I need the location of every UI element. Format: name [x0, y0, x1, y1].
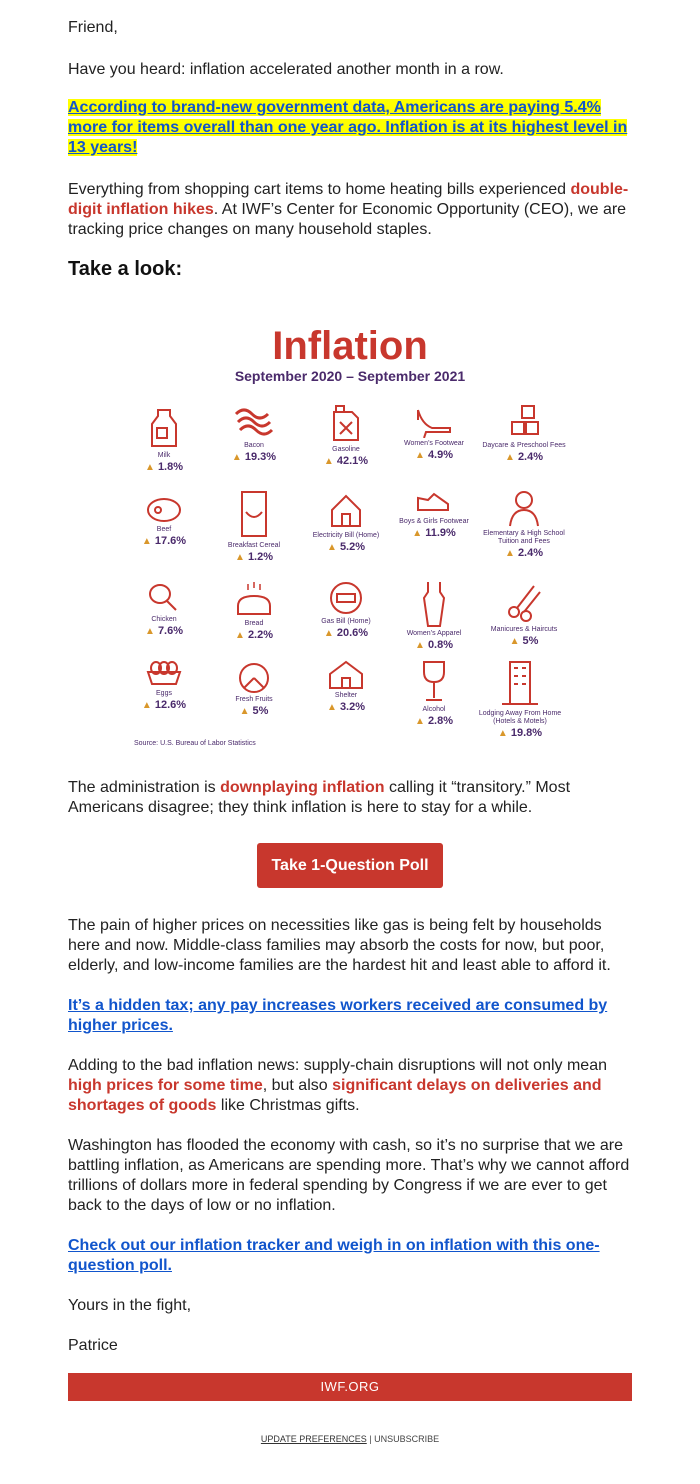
item-value: ▲ 11.9%	[412, 527, 456, 539]
paragraph-1	[68, 180, 633, 240]
item-manicures	[478, 580, 570, 647]
item-alcohol	[388, 660, 480, 727]
item-label: Manicures & Haircuts	[490, 626, 558, 633]
infographic-subtitle: September 2020 – September 2021	[234, 368, 466, 384]
item-label: Boys & Girls Footwear	[399, 518, 469, 525]
para1-text-a: Everything from shopping cart items to home heating bills experienced	[68, 181, 571, 198]
item-bread	[208, 580, 300, 641]
item-lodging	[474, 658, 566, 739]
para2-text-a: The administration is	[68, 779, 221, 796]
para4-emphasis-2: significant delays on deliveries and shortages of goods	[68, 1077, 602, 1114]
item-label: Electricity Bill (Home)	[312, 532, 380, 539]
paragraph-5: Washington has flooded the economy with cash, so it’s no surprise that we are battling inflation, as Americans are spending more. That’s why we cannot afford trillions of dollars more in federal spending by Congress if we are ever to get back to the days of low or no inflation.	[68, 1137, 630, 1214]
gas-meter-icon	[326, 580, 366, 616]
item-value: ▲ 5%	[509, 635, 539, 647]
item-value: ▲ 7.6%	[144, 625, 184, 637]
greeting: Friend,	[68, 19, 118, 36]
item-electricity	[300, 490, 392, 553]
take-poll-button[interactable]: Take 1-Question Poll	[257, 843, 443, 888]
headline-link[interactable]: According to brand-new government data, Americans are paying 5.4% more for items overall than one year ago. Inflation is at its highest level in 13 years!	[68, 99, 628, 156]
paragraph-2	[68, 778, 633, 818]
cereal-box-icon	[234, 488, 274, 540]
item-label: Elementary & High School Tuition and Fees	[483, 530, 565, 545]
para2-text-c: calling it “transitory.” Most Americans disagree; they think inflation is here to stay for a while.	[68, 779, 571, 816]
item-womens-footwear	[388, 406, 480, 461]
item-value: ▲ 3.2%	[326, 701, 366, 713]
item-beef	[118, 490, 210, 547]
paragraph-3: The pain of higher prices on necessities like gas is being felt by households here and now. Middle-class families may absorb the costs for now, but poor, elderly, and low-income families are the hardest hit and least able to afford it.	[68, 917, 611, 974]
item-womens-apparel	[388, 580, 480, 651]
item-kids-footwear	[388, 490, 480, 539]
take-a-look-heading: Take a look:	[68, 258, 183, 280]
hidden-tax-paragraph	[68, 996, 633, 1036]
item-label: Milk	[157, 452, 171, 459]
intro-text: Have you heard: inflation accelerated another month in a row.	[68, 61, 504, 78]
item-label: Shelter	[334, 692, 358, 699]
infographic-source: Source: U.S. Bureau of Labor Statistics	[134, 740, 256, 747]
item-value: ▲ 5.2%	[326, 541, 366, 553]
paragraph-4	[68, 1056, 633, 1116]
update-preferences-link[interactable]: UPDATE PREFERENCES	[260, 1434, 367, 1444]
tracker-paragraph	[68, 1236, 633, 1276]
inflation-infographic	[118, 318, 582, 758]
hidden-tax-link[interactable]: It’s a hidden tax; any pay increases workers received are consumed by higher prices.	[68, 997, 608, 1034]
orange-icon	[234, 660, 274, 694]
bacon-icon	[232, 404, 276, 440]
unsubscribe-link[interactable]: UNSUBSCRIBE	[374, 1434, 440, 1444]
heel-icon	[414, 406, 454, 438]
item-value: ▲ 5%	[239, 705, 269, 717]
item-value: ▲ 12.6%	[141, 699, 187, 711]
hotel-icon	[498, 658, 542, 708]
item-shelter	[300, 660, 392, 713]
item-label: Bacon	[244, 442, 264, 449]
item-value: ▲ 2.4%	[504, 547, 544, 559]
item-value: ▲ 17.6%	[141, 535, 187, 547]
para1-emphasis: double-digit inflation hikes	[68, 181, 629, 218]
headline-paragraph	[68, 98, 633, 158]
sneaker-icon	[414, 490, 454, 516]
footer-links	[0, 1434, 700, 1444]
item-value: ▲ 1.8%	[144, 461, 184, 473]
item-bacon	[208, 404, 300, 463]
para4-emphasis-1: high prices for some time	[68, 1077, 263, 1094]
signoff: Yours in the fight,	[68, 1297, 192, 1314]
scissors-icon	[504, 580, 544, 624]
item-value: ▲ 2.4%	[504, 451, 544, 463]
item-label: Women’s Footwear	[403, 440, 465, 447]
iwf-org-link[interactable]: IWF.ORG	[68, 1373, 632, 1401]
item-value: ▲ 4.9%	[414, 449, 454, 461]
student-icon	[504, 488, 544, 528]
item-milk	[118, 406, 210, 473]
item-label: Bread	[244, 620, 264, 627]
inflation-tracker-link[interactable]: Check out our inflation tracker and weigh in on inflation with this one-question poll.	[68, 1237, 600, 1274]
item-chicken	[118, 580, 210, 637]
para4-text-c: , but also	[262, 1077, 333, 1094]
item-label: Gasoline	[332, 446, 360, 453]
gas-can-icon	[328, 404, 364, 444]
item-value: ▲ 20.6%	[323, 627, 369, 639]
item-label: Lodging Away From Home (Hotels & Motels)	[478, 710, 562, 725]
infographic-title: Inflation	[272, 324, 428, 368]
house-icon	[326, 660, 366, 690]
item-fresh-fruits	[208, 660, 300, 717]
item-value: ▲ 2.2%	[234, 629, 274, 641]
footer-separator: |	[366, 1434, 375, 1444]
egg-carton-icon	[144, 658, 184, 688]
wine-glass-icon	[414, 660, 454, 704]
para1-text-c: . At IWF’s Center for Economic Opportunity (CEO), we are tracking price changes on many household staples.	[68, 201, 627, 238]
item-value: ▲ 2.8%	[414, 715, 454, 727]
item-value: ▲ 19.8%	[497, 727, 543, 739]
para4-text-e: like Christmas gifts.	[216, 1097, 360, 1114]
item-label: Gas Bill (Home)	[321, 618, 371, 625]
milk-icon	[144, 406, 184, 450]
item-daycare	[478, 404, 570, 463]
item-value: ▲ 19.3%	[231, 451, 277, 463]
signature: Patrice	[68, 1337, 118, 1354]
item-value: ▲ 0.8%	[414, 639, 454, 651]
item-tuition	[478, 488, 570, 559]
item-label: Beef	[156, 526, 172, 533]
steak-icon	[144, 490, 184, 524]
drumstick-icon	[144, 580, 184, 614]
dress-icon	[414, 580, 454, 628]
item-label: Breakfast Cereal	[227, 542, 281, 549]
item-value: ▲ 1.2%	[234, 551, 274, 563]
item-eggs	[118, 658, 210, 711]
item-label: Daycare & Preschool Fees	[482, 442, 566, 449]
bread-icon	[234, 580, 274, 618]
para2-emphasis: downplaying inflation	[220, 779, 385, 796]
item-label: Women’s Apparel	[406, 630, 462, 637]
item-value: ▲ 42.1%	[323, 455, 369, 467]
item-cereal	[208, 488, 300, 563]
item-gasoline	[300, 404, 392, 467]
item-label: Fresh Fruits	[235, 696, 273, 703]
blocks-icon	[504, 404, 544, 440]
house-plant-icon	[326, 490, 366, 530]
item-gas-bill	[300, 580, 392, 639]
para4-text-a: Adding to the bad inflation news: supply-chain disruptions will not only mean	[68, 1057, 607, 1074]
item-label: Eggs	[156, 690, 172, 697]
item-label: Chicken	[151, 616, 177, 623]
item-label: Alcohol	[422, 706, 446, 713]
